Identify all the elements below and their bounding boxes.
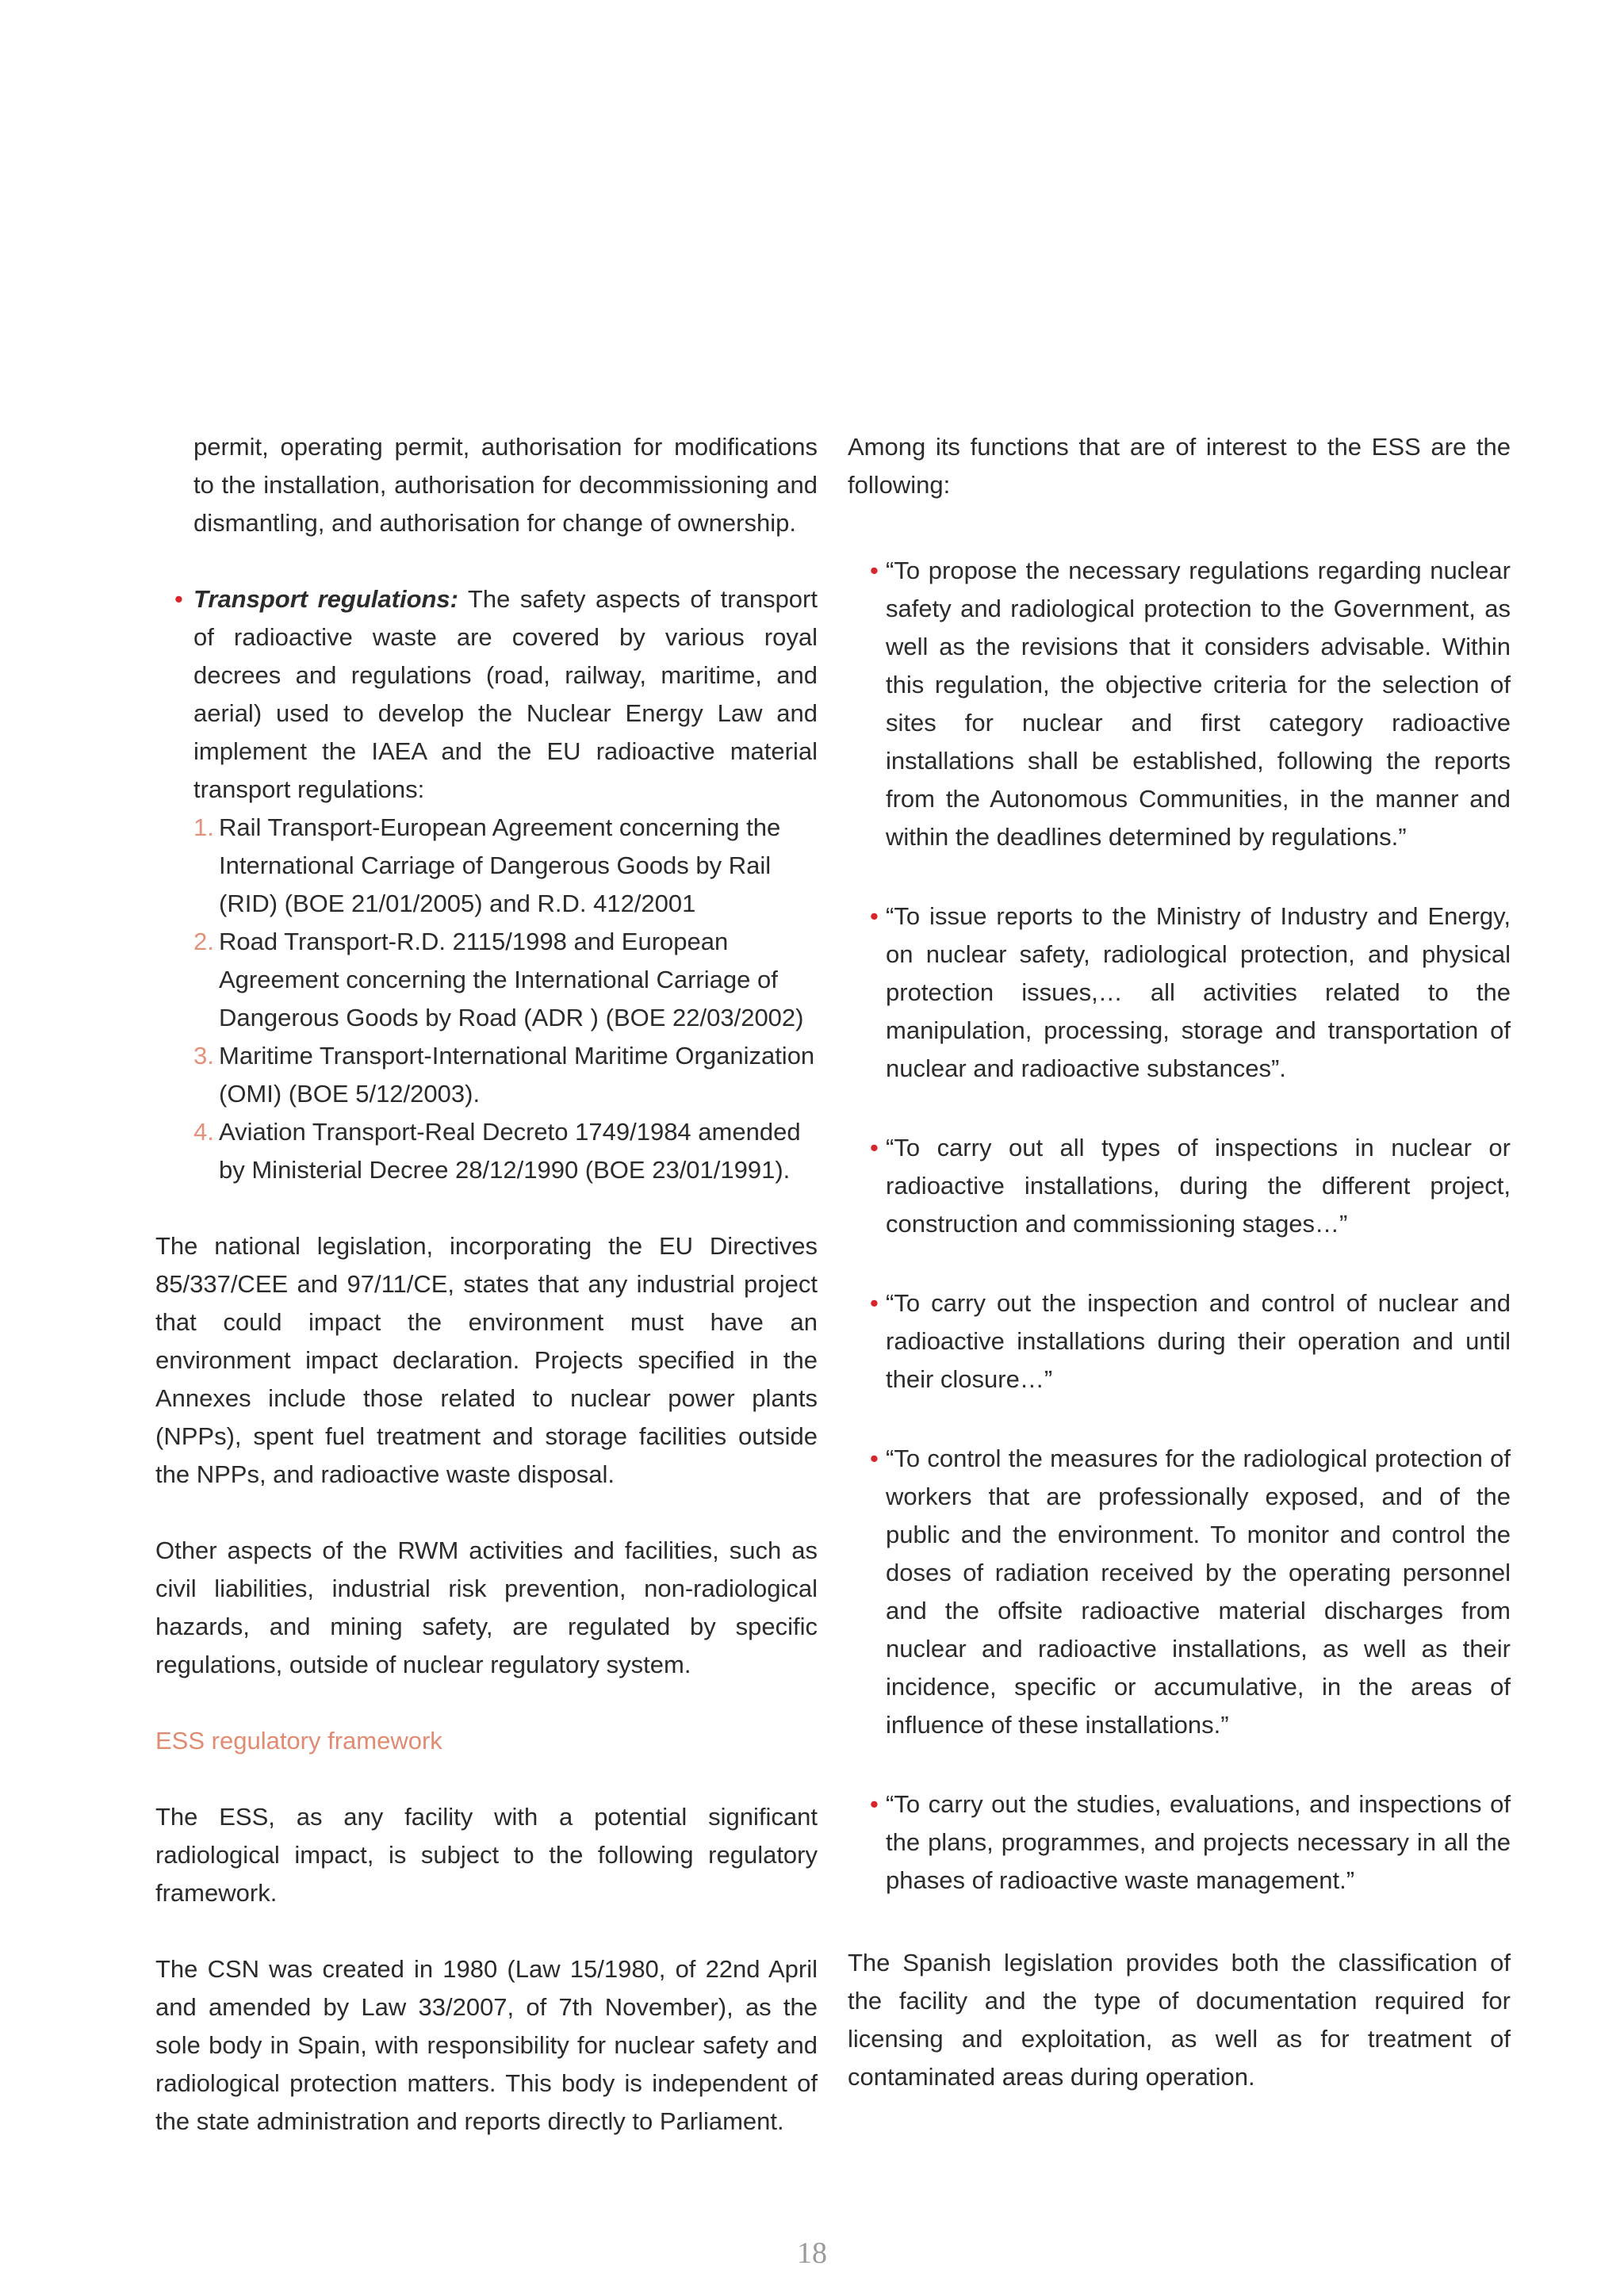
other-aspects-paragraph: Other aspects of the RWM activities and facilities, such as civil liabilities, industrial risk prevention, non-radiological hazards, and mining safety, are regulated by specific regulations, outside of nuclear regulatory system. (155, 1536, 818, 1678)
list-text: Aviation Transport-Real Decreto 1749/1984 amended by Ministerial Decree 28/12/1990 (BOE 23/01/1991). (219, 1118, 801, 1184)
function-text: “To propose the necessary regulations regarding nuclear safety and radiological protection to the Government, as well as the revisions that it considers advisable. Within this regulation, the objective criteria for the selection of sites for nuclear and first category radioactive installations shall be established, following the reports from the Autonomous Communities, in the manner and within the deadlines determined by regulations.” (886, 557, 1511, 851)
bullet-icon: • (870, 1445, 879, 1472)
function-text: “To issue reports to the Ministry of Industry and Energy, on nuclear safety, radiological protection, and physical protection issues,… all activities related to the manipulation, processing, storage and transportation of nuclear and radioactive substances”. (886, 902, 1511, 1082)
function-text: “To carry out the inspection and control of nuclear and radioactive installations during their operation and until their closure…” (886, 1289, 1511, 1393)
function-text: “To carry out all types of inspections in nuclear or radioactive installations, during the different project, construction and commissioning stages…” (886, 1134, 1511, 1238)
transport-regulations-list (155, 809, 818, 1189)
function-text: “To control the measures for the radiological protection of workers that are professionally exposed, and of the public and the environment. To monitor and control the doses of radiation received by the operating personnel and the offsite radioactive material discharges from nuclear and radioactive installations, as well as their incidence, specific or accumulative, in the areas of influence of these installations.” (886, 1445, 1511, 1739)
national-legislation-paragraph: The national legislation, incorporating the EU Directives 85/337/CEE and 97/11/CE, states that any industrial project that could impact the environment must have an environment impact declaration. Projects specified in the Annexes include those related to nuclear power plants (NPPs), spent fuel treatment and storage facilities outside the NPPs, and radioactive waste disposal. (155, 1232, 818, 1488)
bullet-icon: • (870, 1289, 879, 1317)
transport-bullet (155, 580, 818, 809)
function-bullet (848, 1129, 1511, 1243)
bullet-icon: • (870, 1134, 879, 1161)
transport-text: The safety aspects of transport of radioactive waste are covered by various royal decrees and regulations (road, railway, maritime, and aerial) used to develop the Nuclear Energy Law and implement the IAEA and the EU radioactive material transport regulations: (193, 585, 818, 803)
function-bullet (848, 1440, 1511, 1744)
list-item (193, 1113, 818, 1189)
list-number: 2. (193, 928, 214, 955)
function-text: “To carry out the studies, evaluations, and inspections of the plans, programmes, and projects necessary in all the phases of radioactive waste management.” (886, 1790, 1511, 1894)
list-text: Road Transport-R.D. 2115/1998 and European Agreement concerning the International Carriage of Dangerous Goods by Road (ADR ) (BOE 22/03/2002) (219, 928, 804, 1031)
functions-intro: Among its functions that are of interest to the ESS are the following: (848, 433, 1511, 499)
transport-term: Transport regulations: (193, 585, 458, 613)
function-bullet (848, 1284, 1511, 1399)
bullet-icon: • (174, 585, 183, 613)
list-text: Maritime Transport-International Maritime Organization (OMI) (BOE 5/12/2003). (219, 1042, 815, 1108)
list-item (193, 923, 818, 1037)
right-column (848, 428, 1511, 2096)
permit-continuation: permit, operating permit, authorisation for modifications to the installation, authorisation for decommissioning and dismantling, and authorisation for change of ownership. (193, 433, 818, 537)
list-number: 1. (193, 813, 214, 841)
closing-paragraph: The Spanish legislation provides both the classification of the facility and the type of documentation required for licensing and exploitation, as well as for treatment of contaminated areas during operation. (848, 1949, 1511, 2091)
left-column (155, 428, 818, 2141)
list-number: 3. (193, 1042, 214, 1070)
list-item (193, 809, 818, 923)
function-bullet (848, 552, 1511, 856)
page-number: 18 (797, 2237, 827, 2270)
list-number: 4. (193, 1118, 214, 1146)
bullet-icon: • (870, 1790, 879, 1818)
function-bullet (848, 897, 1511, 1088)
section-heading: ESS regulatory framework (155, 1727, 442, 1755)
csn-paragraph: The CSN was created in 1980 (Law 15/1980, of 22nd April and amended by Law 33/2007, of 7th November), as the sole body in Spain, with responsibility for nuclear safety and radiological protection matters. This body is independent of the state administration and reports directly to Parliament. (155, 1955, 818, 2135)
bullet-icon: • (870, 557, 879, 584)
ess-paragraph: The ESS, as any facility with a potential significant radiological impact, is subject to the following regulatory framework. (155, 1803, 818, 1907)
function-bullet (848, 1785, 1511, 1900)
bullet-icon: • (870, 902, 879, 930)
list-item (193, 1037, 818, 1113)
list-text: Rail Transport-European Agreement concerning the International Carriage of Dangerous Goods by Rail (RID) (BOE 21/01/2005) and R.D. 412/2001 (219, 813, 781, 917)
